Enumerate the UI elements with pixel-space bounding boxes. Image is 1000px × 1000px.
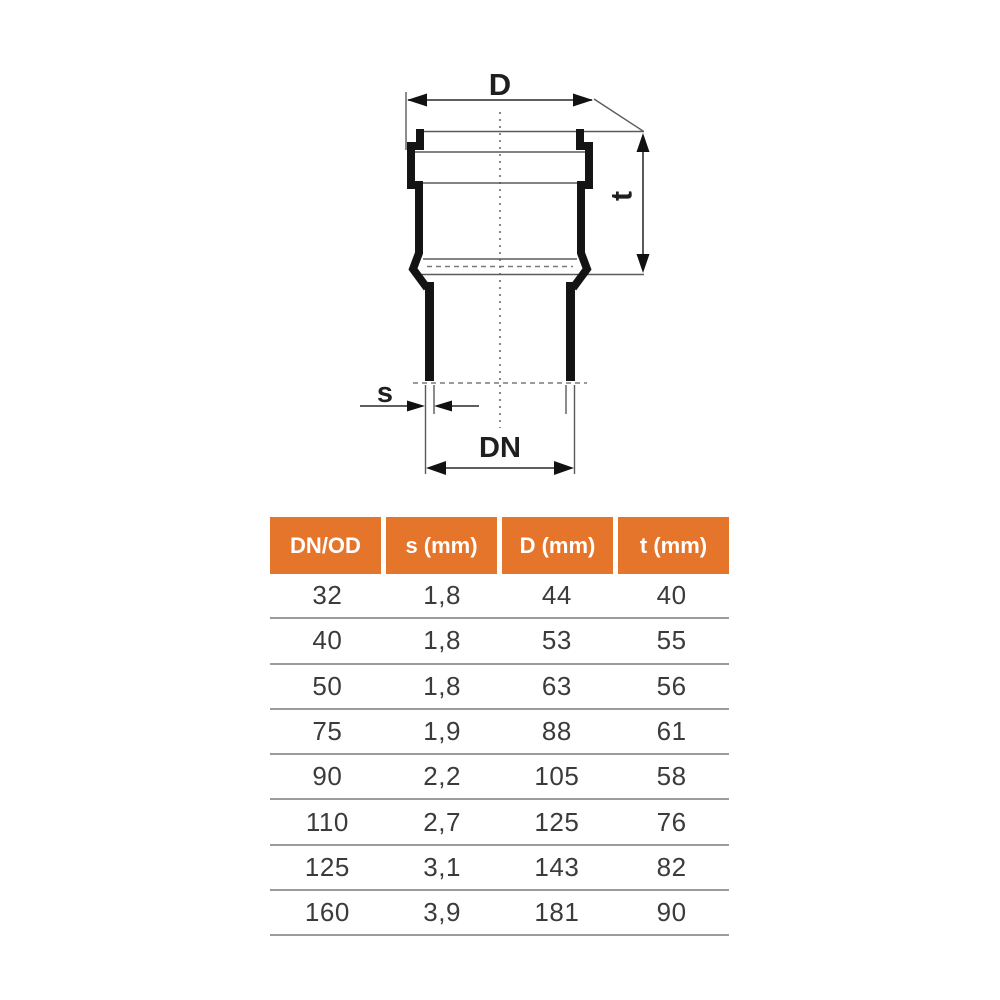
cell-t: 76 (656, 806, 687, 837)
cell-t: 82 (656, 851, 687, 882)
table-header-dn-od: DN/OD (270, 517, 381, 574)
table-row (270, 755, 729, 800)
cell-dn-od: 125 (304, 851, 350, 882)
cell-s: 1,9 (423, 716, 461, 747)
cell-d: 105 (534, 761, 580, 792)
cell-s: 3,1 (423, 851, 461, 882)
table-row (270, 846, 729, 891)
s-arrow-left (407, 401, 425, 412)
s-label: s (376, 377, 394, 409)
cell-t: 61 (656, 716, 687, 747)
cell-d: 88 (541, 716, 572, 747)
d-label: D (488, 67, 512, 102)
table-row (270, 891, 729, 936)
cell-s: 1,8 (423, 580, 461, 611)
table-row (270, 800, 729, 845)
cell-dn-od: 75 (312, 716, 343, 747)
cell-s: 1,8 (423, 670, 461, 701)
t-label: t (605, 191, 639, 201)
cell-dn-od: 160 (304, 897, 350, 928)
cell-dn-od: 90 (312, 761, 343, 792)
cell-d: 63 (541, 670, 572, 701)
table-header-t: t (mm) (618, 517, 729, 574)
table-row (270, 665, 729, 710)
t-arrow-up (637, 133, 650, 152)
cell-s: 1,8 (423, 625, 461, 656)
table-row (270, 619, 729, 664)
table-row (270, 710, 729, 755)
cell-d: 181 (534, 897, 580, 928)
table-header-row (270, 517, 729, 574)
cell-dn-od: 40 (312, 625, 343, 656)
d-arrow-left (407, 94, 427, 107)
cell-s: 2,7 (423, 806, 461, 837)
socket-wall-right (573, 129, 589, 288)
table-header-s: s (mm) (386, 517, 497, 574)
table-header-d: D (mm) (502, 517, 613, 574)
cell-d: 53 (541, 625, 572, 656)
s-arrow-right (434, 401, 452, 412)
cell-t: 55 (656, 625, 687, 656)
table-row (270, 574, 729, 619)
cell-t: 90 (656, 897, 687, 928)
cell-d: 143 (534, 851, 580, 882)
t-arrow-down (637, 254, 650, 273)
d-arrow-right (573, 94, 593, 107)
cell-s: 2,2 (423, 761, 461, 792)
dn-arrow-left (426, 461, 446, 475)
cell-dn-od: 110 (305, 806, 349, 837)
cell-d: 44 (541, 580, 572, 611)
dn-label: DN (479, 432, 521, 464)
socket-wall-left (411, 129, 427, 288)
dn-arrow-right (554, 461, 574, 475)
cell-t: 40 (656, 580, 687, 611)
d-extension-right (594, 99, 643, 131)
cell-d: 125 (534, 806, 580, 837)
table-body (270, 574, 729, 936)
dimension-table (270, 517, 729, 936)
cell-dn-od: 50 (312, 670, 343, 701)
cell-t: 58 (656, 761, 687, 792)
cell-s: 3,9 (423, 897, 461, 928)
cell-dn-od: 32 (312, 580, 343, 611)
cell-t: 56 (656, 670, 687, 701)
